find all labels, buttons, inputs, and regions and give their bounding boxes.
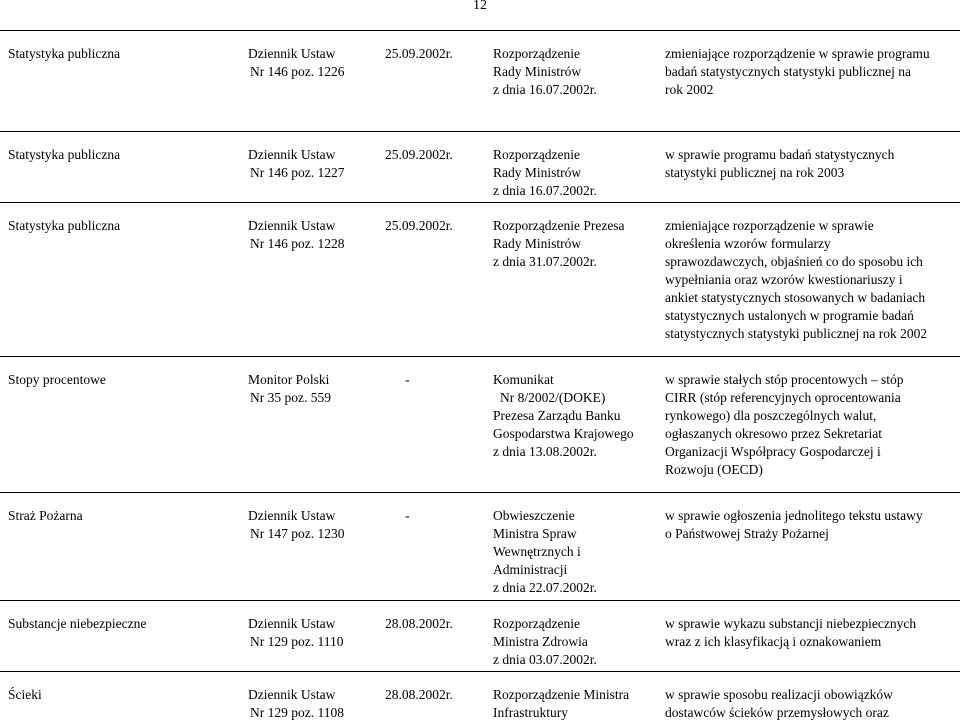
- description-line: Rozwoju (OECD): [665, 462, 763, 477]
- category-cell: Substancje niebezpieczne: [8, 616, 147, 631]
- description-line: zmieniające rozporządzenie w sprawie: [665, 218, 874, 233]
- source-line: Nr 129 poz. 1108: [250, 705, 344, 720]
- category-cell: Ścieki: [8, 687, 42, 702]
- act-cell: [493, 146, 597, 200]
- description-cell: [665, 45, 930, 99]
- act-line: Rady Ministrów: [493, 236, 582, 251]
- act-cell: [493, 615, 597, 669]
- act-line: Rozporządzenie Prezesa: [493, 218, 625, 233]
- source-cell: [248, 615, 344, 651]
- description-line: CIRR (stóp referencyjnych oprocentowania: [665, 390, 901, 405]
- source-line: Nr 147 poz. 1230: [250, 526, 345, 541]
- act-line: Nr 8/2002/(DOKE): [500, 390, 606, 405]
- date-cell: 28.08.2002r.: [385, 687, 453, 702]
- description-line: statystycznych ustalonych w programie badań: [665, 308, 914, 323]
- description-line: w sprawie ogłoszenia jednolitego tekstu ustawy: [665, 508, 923, 523]
- source-line: Nr 146 poz. 1227: [250, 165, 345, 180]
- table-row: [0, 492, 960, 600]
- source-line: Monitor Polski: [248, 372, 330, 387]
- act-cell: [493, 686, 629, 722]
- description-line: ogłaszanych okresowo przez Sekretariat: [665, 426, 883, 441]
- source-line: Dziennik Ustaw: [248, 687, 336, 702]
- source-line: Dziennik Ustaw: [248, 218, 336, 233]
- description-line: statystyki publicznej na rok 2003: [665, 165, 845, 180]
- description-line: w sprawie stałych stóp procentowych – stóp: [665, 372, 904, 387]
- act-line: Administracji: [493, 562, 568, 577]
- act-line: Rady Ministrów: [493, 165, 582, 180]
- act-line: Rozporządzenie Ministra: [493, 687, 630, 702]
- source-cell: [248, 686, 344, 722]
- table-row: [0, 30, 960, 131]
- act-line: Gospodarstwa Krajowego: [493, 426, 634, 441]
- date-cell: 28.08.2002r.: [385, 616, 453, 631]
- table-row: [0, 356, 960, 492]
- description-line: wypełniania oraz wzorów kwestionariuszy i: [665, 272, 903, 287]
- description-line: badań statystycznych statystyki publicznej na: [665, 64, 911, 79]
- act-cell: [493, 371, 634, 461]
- source-cell: [248, 146, 345, 182]
- source-line: Nr 35 poz. 559: [250, 390, 331, 405]
- description-line: rok 2002: [665, 82, 714, 97]
- source-cell: [248, 45, 345, 81]
- act-line: z dnia 03.07.2002r.: [493, 652, 597, 667]
- act-line: Ministra Zdrowia: [493, 634, 588, 649]
- source-line: Dziennik Ustaw: [248, 147, 336, 162]
- act-line: z dnia 16.07.2002r.: [493, 183, 597, 198]
- description-line: rynkowego) dla poszczególnych walut,: [665, 408, 877, 423]
- description-line: w sprawie sposobu realizacji obowiązków: [665, 687, 893, 702]
- category-cell: Stopy procentowe: [8, 372, 106, 387]
- table-row: [0, 131, 960, 202]
- description-cell: [665, 146, 894, 182]
- act-line: Rady Ministrów: [493, 64, 582, 79]
- act-line: z dnia 31.07.2002r.: [493, 254, 597, 269]
- source-line: Nr 129 poz. 1110: [250, 634, 344, 649]
- source-cell: [248, 507, 345, 543]
- description-line: wraz z ich klasyfikacją i oznakowaniem: [665, 634, 882, 649]
- description-line: Organizacji Współpracy Gospodarczej i: [665, 444, 881, 459]
- description-line: ankiet statystycznych stosowanych w badaniach: [665, 290, 926, 305]
- table-row: [0, 671, 960, 720]
- description-cell: [665, 371, 903, 479]
- description-cell: [665, 507, 923, 543]
- act-cell: [493, 507, 597, 597]
- table-row: [0, 202, 960, 356]
- act-line: z dnia 22.07.2002r.: [493, 580, 597, 595]
- table-row: [0, 600, 960, 671]
- description-line: w sprawie wykazu substancji niebezpiecznych: [665, 616, 917, 631]
- source-line: Nr 146 poz. 1226: [250, 64, 345, 79]
- act-cell: [493, 217, 625, 271]
- act-line: Rozporządzenie: [493, 46, 580, 61]
- page-number: 12: [473, 0, 487, 13]
- description-cell: [665, 615, 916, 651]
- description-line: statystycznych statystyki publicznej na rok 2002: [665, 326, 928, 341]
- date-cell: -: [405, 372, 410, 387]
- description-line: sprawozdawczych, objaśnień co do sposobu ich: [665, 254, 923, 269]
- act-line: Prezesa Zarządu Banku: [493, 408, 621, 423]
- act-line: Rozporządzenie: [493, 147, 580, 162]
- category-cell: Statystyka publiczna: [8, 147, 121, 162]
- act-line: Ministra Spraw: [493, 526, 577, 541]
- act-line: z dnia 13.08.2002r.: [493, 444, 597, 459]
- category-cell: Statystyka publiczna: [8, 46, 121, 61]
- source-line: Dziennik Ustaw: [248, 46, 336, 61]
- act-line: Rozporządzenie: [493, 616, 580, 631]
- act-line: Obwieszczenie: [493, 508, 575, 523]
- source-cell: [248, 217, 345, 253]
- source-line: Nr 146 poz. 1228: [250, 236, 345, 251]
- source-cell: [248, 371, 331, 407]
- description-line: dostawców ścieków przemysłowych oraz: [665, 705, 889, 720]
- description-cell: [665, 686, 893, 722]
- source-line: Dziennik Ustaw: [248, 508, 336, 523]
- description-cell: [665, 217, 927, 343]
- category-cell: Straż Pożarna: [8, 508, 83, 523]
- description-line: zmieniające rozporządzenie w sprawie programu: [665, 46, 930, 61]
- legislation-table: [0, 30, 960, 720]
- act-line: Wewnętrznych i: [493, 544, 581, 559]
- date-cell: -: [405, 508, 410, 523]
- act-cell: [493, 45, 597, 99]
- act-line: Infrastruktury: [493, 705, 568, 720]
- date-cell: 25.09.2002r.: [385, 147, 453, 162]
- description-line: o Państwowej Straży Pożarnej: [665, 526, 829, 541]
- act-line: z dnia 16.07.2002r.: [493, 82, 597, 97]
- description-line: określenia wzorów formularzy: [665, 236, 831, 251]
- act-line: Komunikat: [493, 372, 554, 387]
- description-line: w sprawie programu badań statystycznych: [665, 147, 895, 162]
- date-cell: 25.09.2002r.: [385, 218, 453, 233]
- source-line: Dziennik Ustaw: [248, 616, 336, 631]
- date-cell: 25.09.2002r.: [385, 46, 453, 61]
- category-cell: Statystyka publiczna: [8, 218, 121, 233]
